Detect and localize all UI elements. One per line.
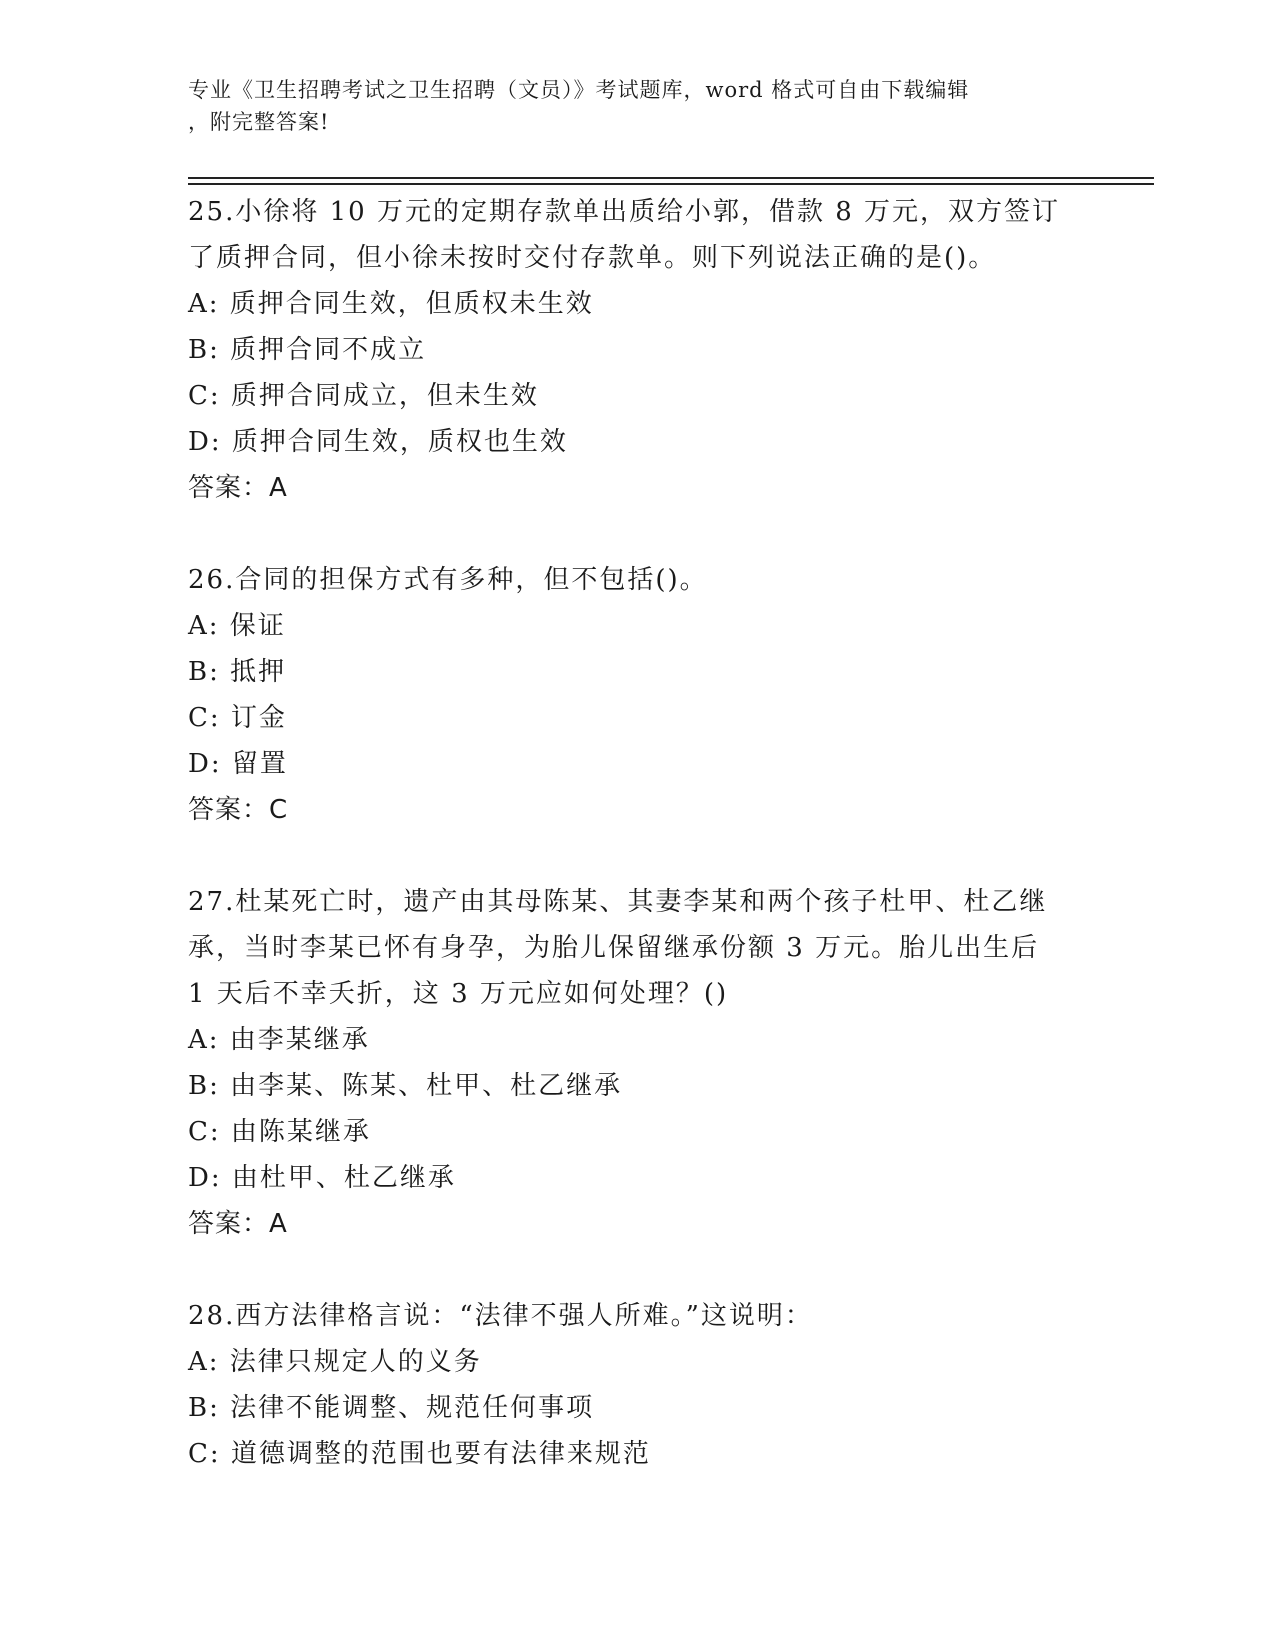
option-b: B: 质押合同不成立: [188, 335, 427, 365]
option-b: B: 法律不能调整、规范任何事项: [188, 1393, 595, 1423]
document-header: [188, 74, 1078, 138]
question-28: [188, 1293, 1088, 1477]
question-stem: 25.小徐将 10 万元的定期存款单出质给小郭，借款 8 万元，双方签订: [188, 197, 1061, 227]
answer: 答案：A: [188, 473, 288, 503]
option-c: C: 订金: [188, 703, 287, 733]
option-c: C: 质押合同成立，但未生效: [188, 381, 539, 411]
option-b: B: 由李某、陈某、杜甲、杜乙继承: [188, 1071, 623, 1101]
option-d: D: 留置: [188, 749, 288, 779]
question-list: [188, 189, 1088, 1523]
header-divider-bottom: [188, 183, 1154, 185]
option-d: D: 质押合同生效，质权也生效: [188, 427, 568, 457]
question-25: [188, 189, 1088, 511]
question-stem: 承，当时李某已怀有身孕，为胎儿保留继承份额 3 万元。胎儿出生后: [188, 933, 1040, 963]
question-26: [188, 557, 1088, 833]
option-d: D: 由杜甲、杜乙继承: [188, 1163, 456, 1193]
option-b: B: 抵押: [188, 657, 287, 687]
question-stem: 1 天后不幸夭折，这 3 万元应如何处理？(): [188, 979, 729, 1009]
header-divider-top: [188, 177, 1154, 179]
option-a: A: 质押合同生效，但质权未生效: [188, 289, 594, 319]
option-c: C: 由陈某继承: [188, 1117, 371, 1147]
header-line-1: 专业《卫生招聘考试之卫生招聘（文员）》考试题库，word 格式可自由下载编辑: [188, 78, 970, 102]
option-a: A: 法律只规定人的义务: [188, 1347, 482, 1377]
option-c: C: 道德调整的范围也要有法律来规范: [188, 1439, 651, 1469]
question-stem: 28.西方法律格言说：“法律不强人所难。”这说明：: [188, 1301, 813, 1331]
option-a: A: 由李某继承: [188, 1025, 370, 1055]
answer: 答案：A: [188, 1209, 288, 1239]
question-stem: 了质押合同，但小徐未按时交付存款单。则下列说法正确的是()。: [188, 243, 997, 273]
question-27: [188, 879, 1088, 1247]
header-line-2: ，附完整答案!: [188, 110, 330, 134]
option-a: A: 保证: [188, 611, 286, 641]
answer: 答案：C: [188, 795, 289, 825]
question-stem: 26.合同的担保方式有多种，但不包括()。: [188, 565, 708, 595]
question-stem: 27.杜某死亡时，遗产由其母陈某、其妻李某和两个孩子杜甲、杜乙继: [188, 887, 1048, 917]
